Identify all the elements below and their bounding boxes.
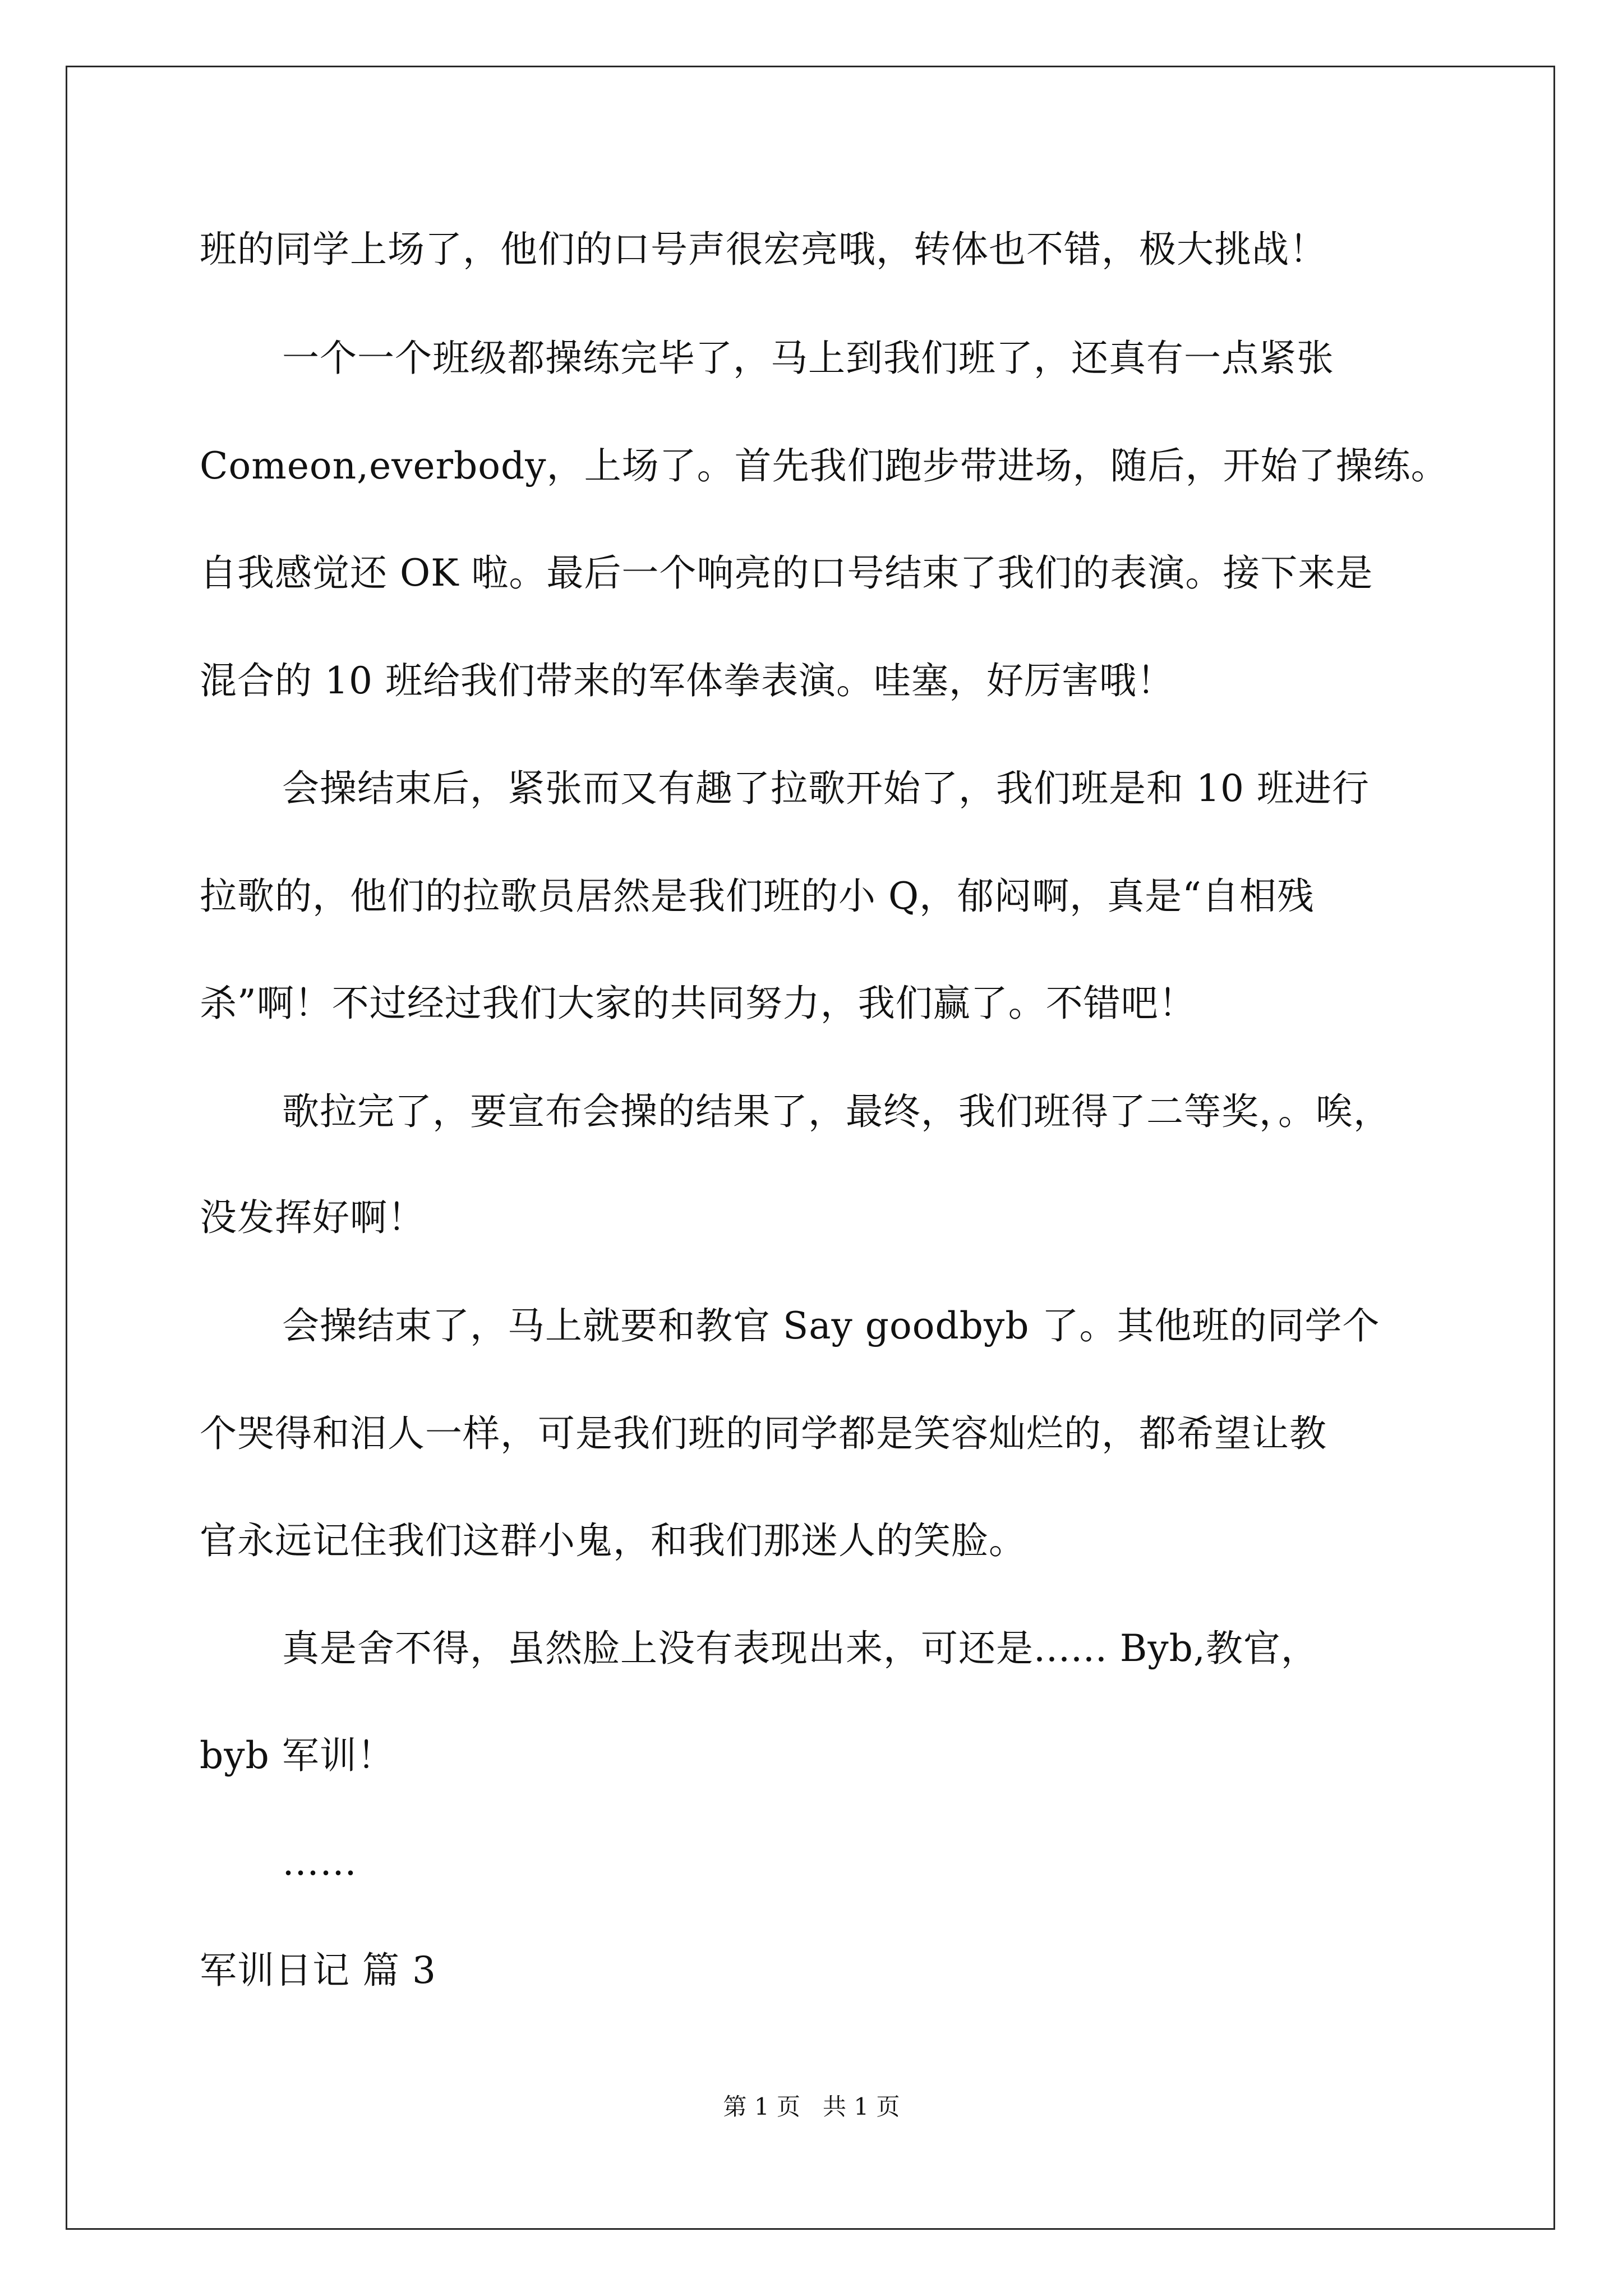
page-border <box>66 66 1555 2230</box>
paragraph-line: 会操结束了，马上就要和教官 Say goodbyb 了。其他班的同学个 <box>282 1304 1380 1347</box>
paragraph-line: 真是舍不得，虽然脸上没有表现出来，可还是...... Byb,教官， <box>282 1627 1318 1670</box>
paragraph-line: 班的同学上场了，他们的口号声很宏亮哦，转体也不错，极大挑战！ <box>200 228 1327 271</box>
paragraph-line: 会操结束后，紧张而又有趣了拉歌开始了，我们班是和 10 班进行 <box>282 767 1370 810</box>
paragraph-line: 歌拉完了，要宣布会操的结果了，最终，我们班得了二等奖，。唉， <box>282 1090 1391 1133</box>
page-footer: 第 1 页 共 1 页 <box>723 2093 900 2120</box>
paragraph-line: 个哭得和泪人一样，可是我们班的同学都是笑容灿烂的，都希望让教 <box>200 1412 1327 1455</box>
paragraph-line: 官永远记住我们这群小鬼，和我们那迷人的笑脸。 <box>200 1519 1026 1562</box>
paragraph-line: 没发挥好啊！ <box>200 1196 425 1239</box>
ellipsis-line: …… <box>282 1841 357 1884</box>
paragraph-line: Comeon,everbody，上场了。首先我们跑步带进场，随后，开始了操练。 <box>200 444 1449 487</box>
paragraph-line: 拉歌的，他们的拉歌员居然是我们班的小 Q，郁闷啊，真是“自相残 <box>200 875 1315 918</box>
paragraph-line: byb 军训！ <box>200 1734 395 1777</box>
paragraph-line: 杀”啊！不过经过我们大家的共同努力，我们赢了。不错吧！ <box>200 982 1196 1025</box>
paragraph-line: 混合的 10 班给我们带来的军体拳表演。哇塞，好厉害哦！ <box>200 659 1174 702</box>
paragraph-line: 自我感觉还 OK 啦。最后一个响亮的口号结束了我们的表演。接下来是 <box>200 551 1373 595</box>
paragraph-line: 一个一个班级都操练完毕了，马上到我们班了，还真有一点紧张 <box>282 337 1334 380</box>
section-heading: 军训日记 篇 3 <box>200 1949 436 1992</box>
